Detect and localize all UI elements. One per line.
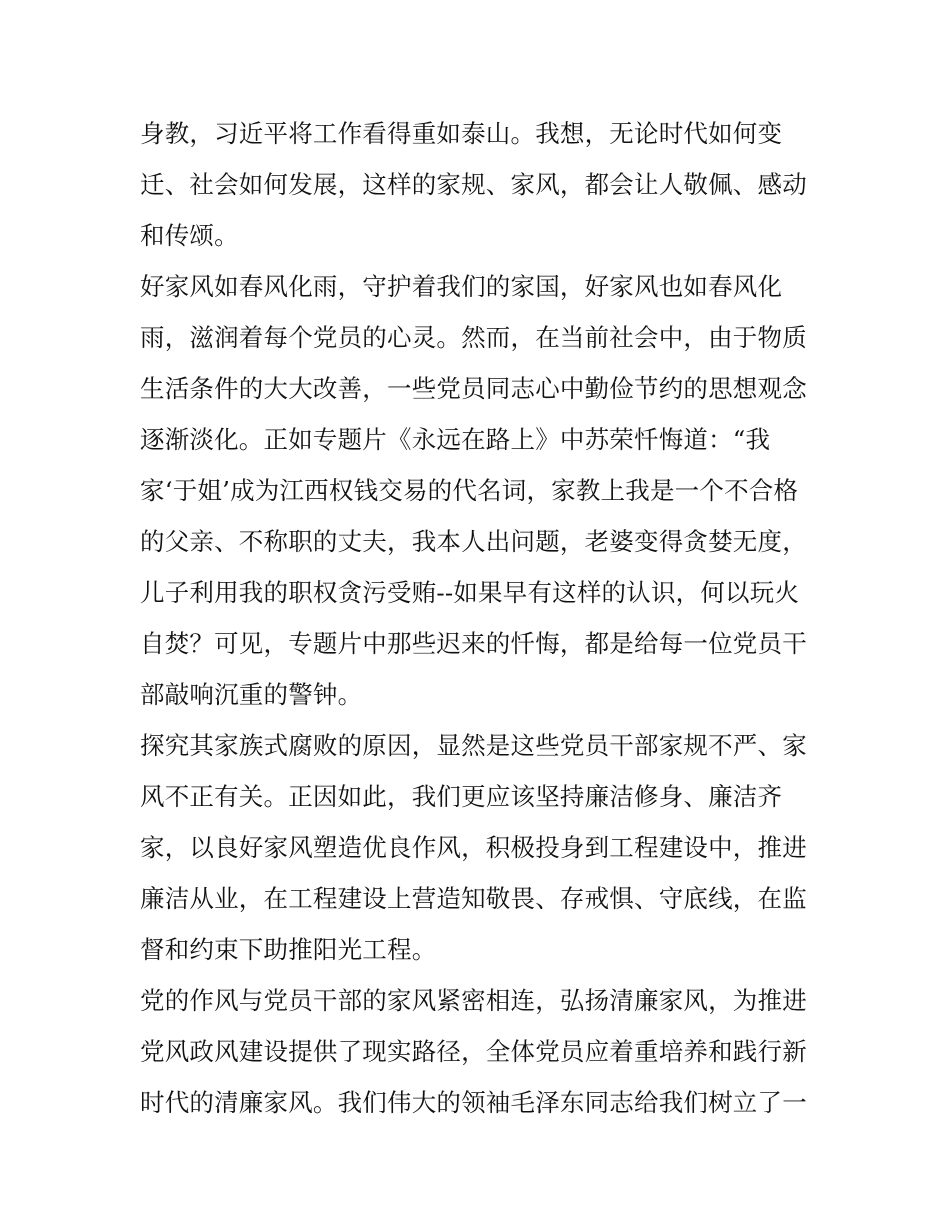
text-line: 迁、社会如何发展，这样的家规、家风，都会让人敬佩、感动: [140, 170, 807, 199]
text-line: 督和约束下助推阳光工程。: [140, 935, 437, 964]
text-line: 部敲响沉重的警钟。: [140, 680, 363, 709]
document-body: [140, 108, 820, 1128]
text-line: 廉洁从业，在工程建设上营造知敬畏、存戒惧、守底线，在监: [140, 884, 807, 913]
text-line: 自焚？可见，专题片中那些迟来的忏悔，都是给每一位党员干: [140, 629, 807, 658]
text-line: 探究其家族式腐败的原因，显然是这些党员干部家规不严、家: [140, 731, 807, 760]
text-line: 的父亲、不称职的丈夫，我本人出问题，老婆变得贪婪无度，: [140, 527, 807, 556]
text-line: 党的作风与党员干部的家风紧密相连，弘扬清廉家风，为推进: [140, 986, 807, 1015]
text-line: 生活条件的大大改善，一些党员同志心中勤俭节约的思想观念: [140, 374, 807, 403]
text-line: 风不正有关。正因如此，我们更应该坚持廉洁修身、廉洁齐: [140, 782, 783, 811]
text-line: 党风政风建设提供了现实路径，全体党员应着重培养和践行新: [140, 1037, 807, 1066]
text-line: 时代的清廉家风。我们伟大的领袖毛泽东同志给我们树立了一: [140, 1088, 807, 1117]
text-line: 好家风如春风化雨，守护着我们的家国，好家风也如春风化: [140, 272, 783, 301]
text-line: 雨，滋润着每个党员的心灵。然而，在当前社会中，由于物质: [140, 323, 807, 352]
text-line: 家‘于姐’成为江西权钱交易的代名词，家教上我是一个不合格: [140, 476, 799, 505]
text-line: 逐渐淡化。正如专题片《永远在路上》中苏荣忏悔道：“我: [140, 425, 771, 454]
text-line: 儿子利用我的职权贪污受贿--如果早有这样的认识，何以玩火: [140, 578, 800, 607]
text-line: 身教，习近平将工作看得重如泰山。我想，无论时代如何变: [140, 119, 783, 148]
text-line: 和传颂。: [140, 221, 239, 250]
text-line: 家，以良好家风塑造优良作风，积极投身到工程建设中，推进: [140, 833, 807, 862]
